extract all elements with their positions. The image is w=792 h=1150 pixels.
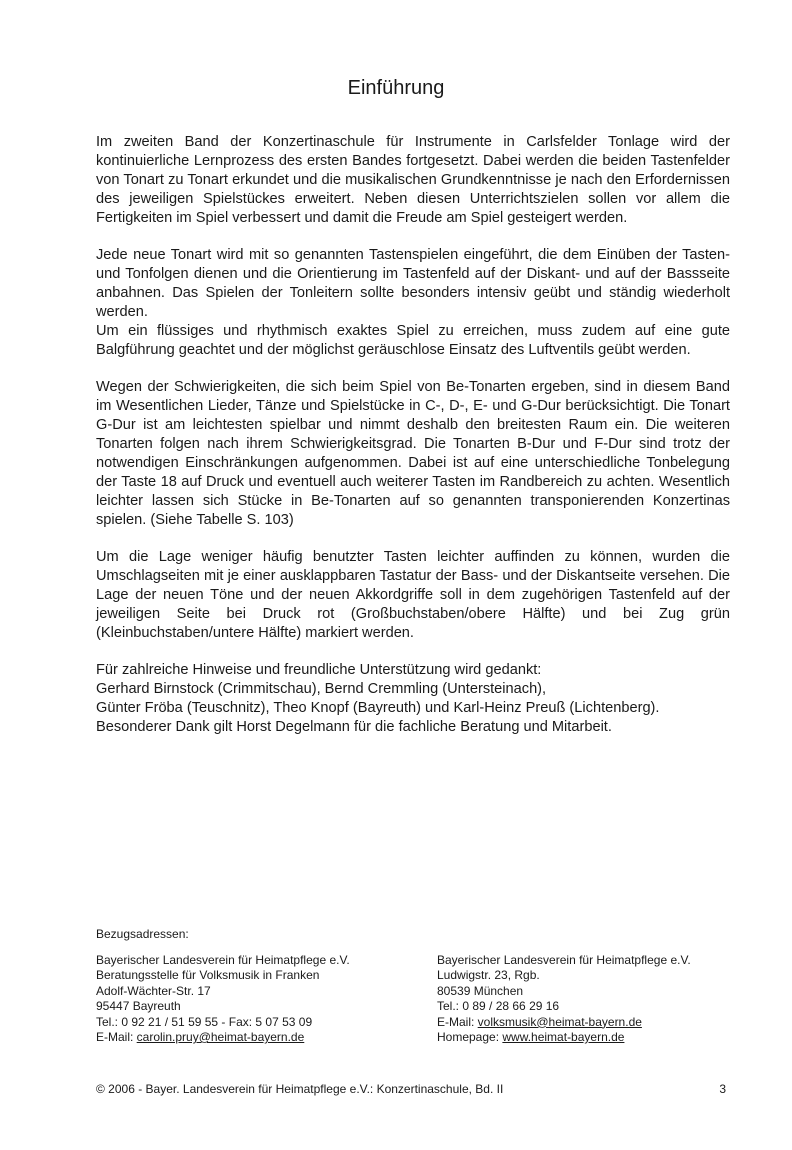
address-line: Beratungsstelle für Volksmusik in Franken (96, 968, 320, 983)
address-line: Ludwigstr. 23, Rgb. (437, 968, 540, 983)
homepage-label: Homepage: (437, 1030, 503, 1045)
address-line: Bayerischer Landesverein für Heimatpflege e.V. (96, 953, 350, 967)
email-line (96, 1030, 350, 1045)
thanks-line: Günter Fröba (Teuschnitz), Theo Knopf (Bayreuth) und Karl-Heinz Preuß (Lichtenberg). (96, 700, 660, 716)
thanks-line: Gerhard Birnstock (Crimmitschau), Bernd Cremmling (Untersteinach), (96, 681, 547, 697)
paragraph-tonart: Jede neue Tonart wird mit so genannten Tastenspielen eingeführt, die dem Einüben der Tasten- und Tonfolgen dienen und die Orientierung im Tastenfeld auf der Diskant- und auf der Bassseite anbahnen. Das Spielen der Tonleitern sollte besonders intensiv geübt und ständig wiederholt werden. (96, 247, 730, 320)
address-line: Tel.: 0 89 / 28 66 29 16 (437, 999, 560, 1014)
email-line (437, 1015, 691, 1030)
addresses-heading: Bezugsadressen: (96, 927, 189, 941)
email-label: E-Mail: (437, 1014, 478, 1029)
paragraph-intro: Im zweiten Band der Konzertinaschule für Instrumente in Carlsfelder Tonlage wird der kontinuierliche Lernprozess des ersten Bandes fortgesetzt. Dabei werden die beiden Tastenfelder von Tonart zu Tonart erkundet und die musikalischen Grundkenntnisse je nach den Erfordernissen des jeweiligen Spielstückes erweitert. Neben diesen Unterrichtszielen sollen vor allem die Fertigkeiten im Spiel verbessert und damit die Freude am Spiel gesteigert werden. (96, 134, 730, 226)
copyright-text: © 2006 - Bayer. Landesverein für Heimatpflege e.V.: Konzertinaschule, Bd. II (96, 1082, 504, 1096)
address-line: Bayerischer Landesverein für Heimatpflege e.V. (437, 953, 691, 967)
email-link[interactable]: carolin.pruy@heimat-bayern.de (136, 1030, 305, 1045)
page-footer (96, 1082, 726, 1097)
page-title: Einführung (347, 77, 445, 99)
page-number: 3 (719, 1082, 726, 1096)
email-link[interactable]: volksmusik@heimat-bayern.de (477, 1014, 642, 1029)
address-line: Adolf-Wächter-Str. 17 (96, 983, 211, 998)
address-block-bayreuth (96, 953, 350, 1045)
homepage-line (437, 1030, 691, 1045)
address-line: 95447 Bayreuth (96, 999, 181, 1014)
thanks-line: Besonderer Dank gilt Horst Degelmann für die fachliche Beratung und Mitarbeit. (96, 719, 612, 735)
address-line: Tel.: 0 92 21 / 51 59 55 - Fax: 5 07 53 09 (96, 1014, 313, 1029)
paragraph-umschlag: Um die Lage weniger häufig benutzter Tasten leichter auffinden zu können, wurden die Umschlagseiten mit je einer ausklappbaren Tastatur der Bass- und der Diskantseite versehen. Die Lage der neuen Töne und der neuen Akkordgriffe soll in dem zugehörigen Tastenfeld auf der jeweiligen Seite bei Druck rot (Großbuchstaben/obere Hälfte) und bei Zug grün (Kleinbuchstaben/untere Hälfte) markiert werden. (96, 549, 730, 641)
email-label: E-Mail: (96, 1030, 137, 1045)
address-line: 80539 München (437, 983, 524, 998)
body-text (96, 133, 730, 737)
address-block-muenchen (437, 953, 691, 1045)
thanks-line: Für zahlreiche Hinweise und freundliche Unterstützung wird gedankt: (96, 662, 542, 678)
paragraph-balg: Um ein flüssiges und rhythmisch exaktes Spiel zu erreichen, muss zudem auf eine gute Balgführung geachtet und der möglichst geräuschlose Einsatz des Luftventils geübt werden. (96, 323, 730, 358)
paragraph-be-tonarten: Wegen der Schwierigkeiten, die sich beim Spiel von Be-Tonarten ergeben, sind in diesem Band im Wesentlichen Lieder, Tänze und Spielstücke in C-, D-, E- und G-Dur berücksichtigt. Die Tonart G-Dur ist am leichtesten spielbar und nimmt deshalb den breitesten Raum ein. Die weiteren Tonarten folgen nach ihrem Schwierigkeitsgrad. Die Tonarten B-Dur und F-Dur sind trotz der notwendigen Einschränkungen aufgenommen. Dabei ist auf eine unterschiedliche Tonbelegung der Taste 18 auf Druck und eventuell auch weiterer Tasten im Randbereich zu achten. Wesentlich leichter lassen sich Stücke in Be-Tonarten auf so genannten transponierenden Konzertinas spielen. (Siehe Tabelle S. 103) (96, 379, 730, 528)
homepage-link[interactable]: www.heimat-bayern.de (502, 1030, 625, 1045)
